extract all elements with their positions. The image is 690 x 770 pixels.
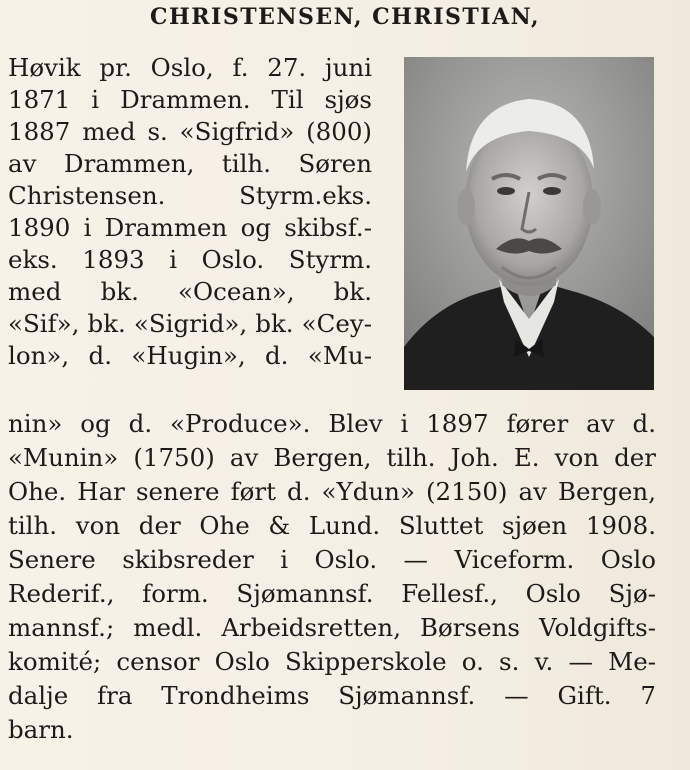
- text-line: «Sif», bk. «Sigrid», bk. «Cey-: [8, 309, 372, 338]
- text-line: nin» og d. «Produce». Blev i 1897 fører av d.: [8, 409, 656, 438]
- text-line: Ohe. Har senere ført d. «Ydun» (2150) av Bergen,: [8, 477, 656, 506]
- text-line: Christensen. Styrm.eks.: [8, 181, 372, 210]
- text-line: tilh. von der Ohe & Lund. Sluttet sjøen 1908.: [8, 511, 656, 540]
- text-line: «Munin» (1750) av Bergen, tilh. Joh. E. von der: [8, 443, 656, 472]
- text-line: komité; censor Oslo Skipperskole o. s. v. — Me-: [8, 647, 656, 676]
- text-line: 1887 med s. «Sigfrid» (800): [8, 117, 372, 146]
- text-line: Høvik pr. Oslo, f. 27. juni: [8, 53, 372, 82]
- text-line: Rederif., form. Sjømannsf. Fellesf., Oslo Sjø-: [8, 579, 656, 608]
- text-line: 1890 i Drammen og skibsf.-: [8, 213, 372, 242]
- text-line: eks. 1893 i Oslo. Styrm.: [8, 245, 372, 274]
- text-line: 1871 i Drammen. Til sjøs: [8, 85, 372, 114]
- entry-heading: CHRISTENSEN, CHRISTIAN,: [149, 4, 541, 30]
- text-line: lon», d. «Hugin», d. «Mu-: [8, 341, 372, 370]
- text-line: mannsf.; medl. Arbeidsretten, Børsens Voldgifts-: [8, 613, 656, 642]
- text-line: Senere skibsreder i Oslo. — Viceform. Oslo: [8, 545, 656, 574]
- text-line: med bk. «Ocean», bk.: [8, 277, 372, 306]
- text-line: barn.: [8, 715, 74, 744]
- portrait-photo: [404, 57, 654, 390]
- text-line: av Drammen, tilh. Søren: [8, 149, 372, 178]
- text-line: dalje fra Trondheims Sjømannsf. — Gift. 7: [8, 681, 656, 710]
